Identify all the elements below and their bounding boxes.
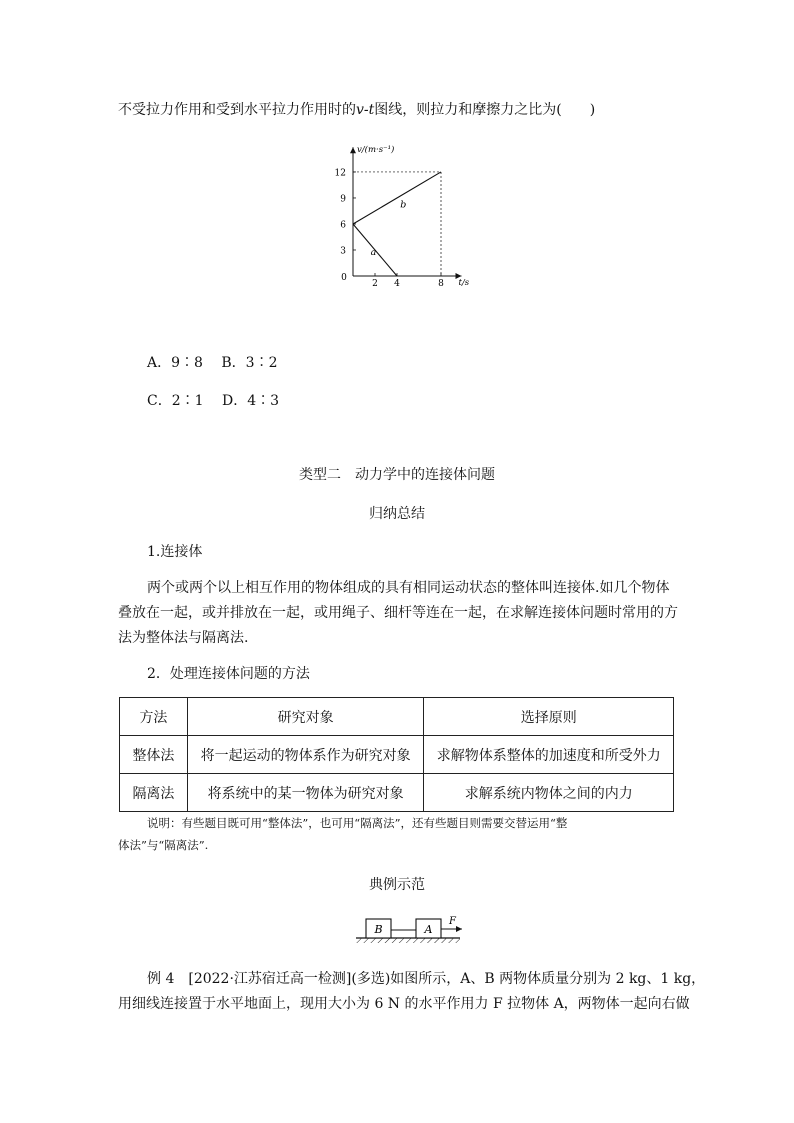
methods-table — [119, 697, 674, 812]
y-axis-label: v/(m·s⁻¹) — [357, 145, 395, 155]
table-header-row — [120, 698, 674, 736]
vt-graph — [325, 140, 495, 292]
ground-hatch — [356, 938, 460, 943]
section-title: 类型二 动力学中的连接体问题 — [299, 467, 495, 483]
section-subtitle: 归纳总结 — [369, 506, 425, 522]
item1-body — [118, 576, 678, 651]
series-label-a: a — [370, 247, 377, 259]
question-stem-suffix: 图线，则拉力和摩擦力之比为( ) — [374, 102, 596, 118]
note — [118, 812, 688, 856]
x-tick-label: 4 — [394, 279, 400, 289]
question-stem-math: v-t — [356, 102, 375, 118]
x-tick-label: 2 — [372, 279, 378, 289]
series-line-b — [353, 172, 441, 224]
table-header-cell: 选择原则 — [424, 698, 674, 736]
table-cell: 整体法 — [120, 736, 188, 774]
table-header-cell: 方法 — [120, 698, 188, 736]
example4 — [118, 967, 706, 1017]
item1-heading: 1.连接体 — [147, 544, 203, 560]
blocks-figure — [352, 912, 472, 946]
example-header: 典例示范 — [369, 877, 425, 893]
y-tick-label: 6 — [340, 220, 346, 231]
table-cell: 求解物体系整体的加速度和所受外力 — [424, 736, 674, 774]
table-cell: 将一起运动的物体系作为研究对象 — [187, 736, 424, 774]
x-tick-label: 8 — [438, 279, 444, 289]
item2-heading: 2．处理连接体问题的方法 — [147, 666, 310, 682]
block-a-label: A — [424, 923, 433, 936]
force-label: F — [449, 916, 456, 927]
origin-label: 0 — [341, 273, 347, 283]
example4-line-1: 例 4 [2022·江苏宿迁高一检测](多选)如图所示，A、B 两物体质量分别为 2 kg、1 kg， — [147, 971, 706, 987]
question-stem — [118, 100, 595, 120]
table-header-cell: 研究对象 — [187, 698, 424, 736]
y-tick-label: 3 — [340, 246, 346, 257]
table-cell: 将系统中的某一物体为研究对象 — [187, 774, 424, 812]
item1-body-line-2: 叠放在一起，或并排放在一起，或用绳子、细杆等连在一起，在求解连接体问题时常用的方 — [118, 605, 678, 621]
series-label-b: b — [400, 199, 407, 211]
note-line-2: 体法”与“隔离法”. — [118, 838, 209, 852]
options-row-1: A．9∶8 B．3∶2 — [147, 355, 278, 371]
table-cell: 求解系统内物体之间的内力 — [424, 774, 674, 812]
table-cell: 隔离法 — [120, 774, 188, 812]
item1-body-line-3: 法为整体法与隔离法. — [118, 630, 249, 646]
x-axis-label: t/s — [458, 278, 470, 288]
example4-line-2: 用细线连接置于水平地面上，现用大小为 6 N 的水平作用力 F 拉物体 A，两物体一起向右做 — [118, 996, 690, 1012]
y-tick-label: 9 — [340, 194, 346, 205]
question-stem-prefix: 不受拉力作用和受到水平拉力作用时的 — [118, 102, 356, 118]
table-row — [120, 774, 674, 812]
block-b-label: B — [374, 923, 383, 936]
note-line-1: 说明：有些题目既可用“整体法”，也可用“隔离法”，还有些题目则需要交替运用“整 — [147, 816, 568, 830]
item1-body-line-1: 两个或两个以上相互作用的物体组成的具有相同运动状态的整体叫连接体.如几个物体 — [147, 580, 670, 596]
y-tick-label: 12 — [334, 168, 346, 179]
options-row-2: C．2∶1 D．4∶3 — [147, 393, 280, 409]
table-row — [120, 736, 674, 774]
